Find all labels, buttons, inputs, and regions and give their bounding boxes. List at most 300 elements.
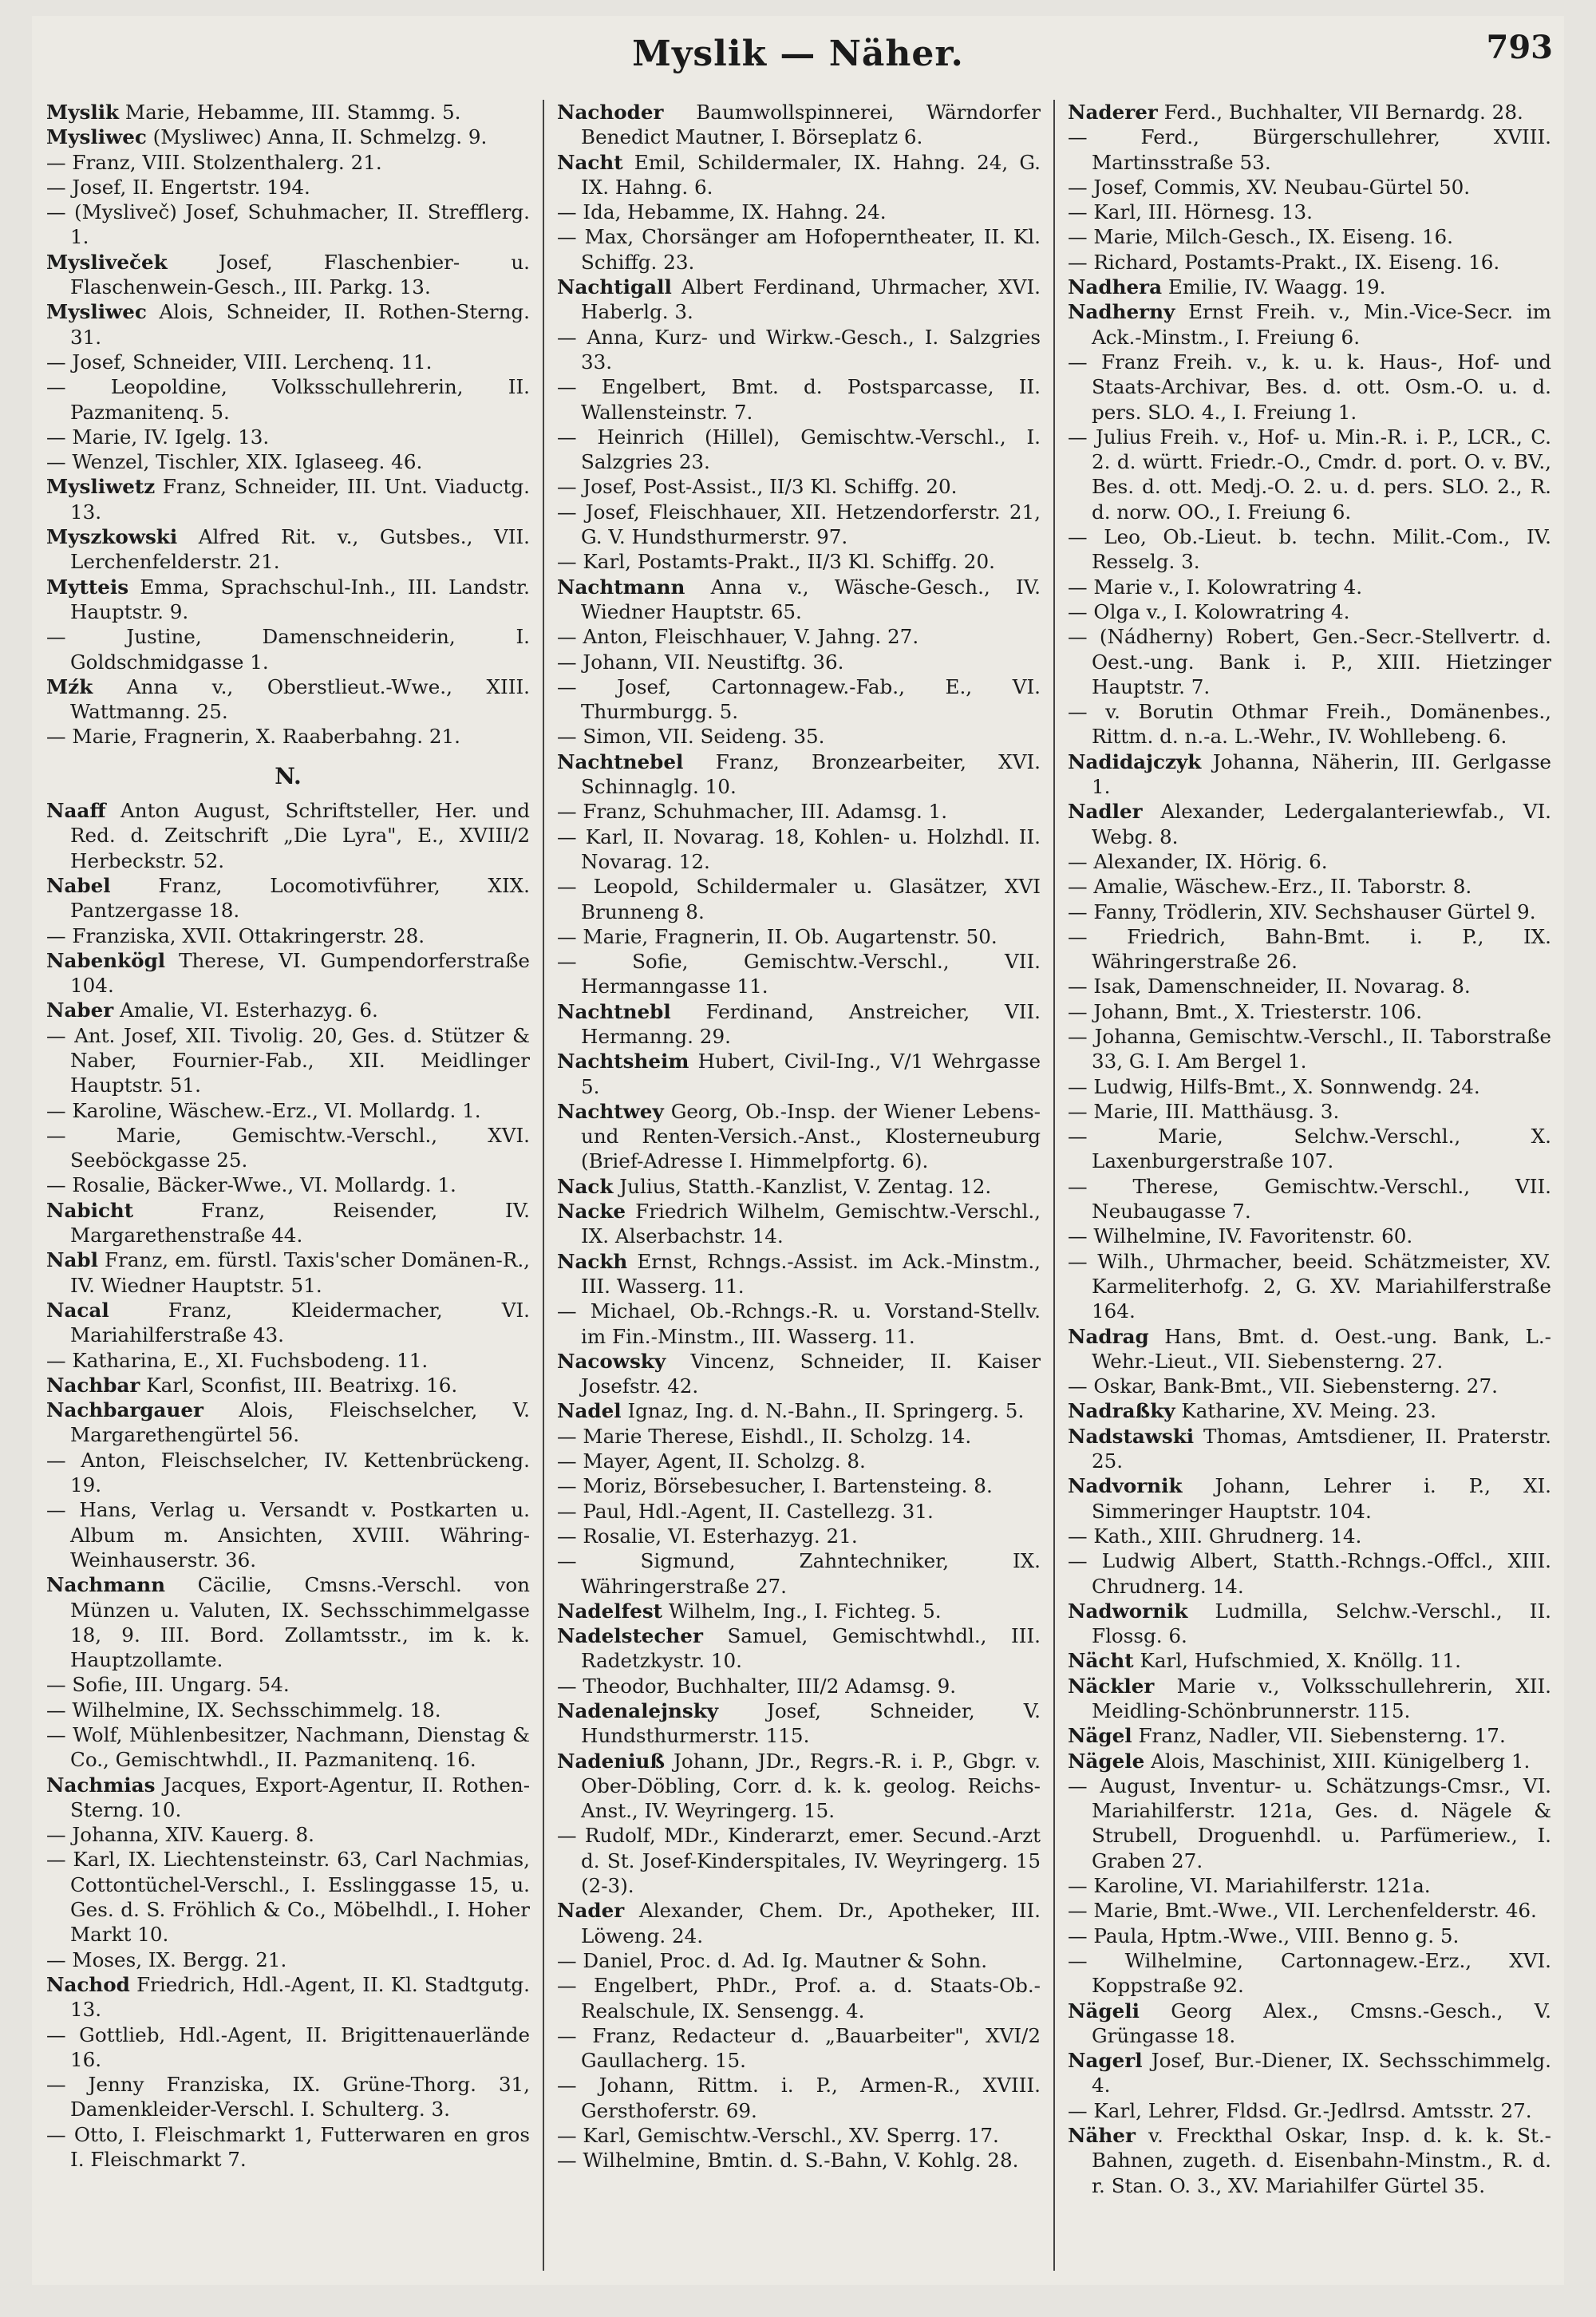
entry-details: — Heinrich (Hillel), Gemischtw.-Verschl., I. Salzgries 23.	[557, 425, 1041, 474]
entry-details: Johann, Lehrer i. P., XI. Simmeringer Hauptstr. 104.	[1092, 1474, 1551, 1523]
entry-details: — Moses, IX. Bergg. 21.	[46, 1947, 287, 1971]
entry-details: — Wilhelmine, IV. Favoritenstr. 60.	[1068, 1224, 1413, 1248]
entry-surname: Nacowsky	[557, 1349, 666, 1373]
directory-entry	[557, 425, 1041, 475]
directory-entry	[46, 2122, 530, 2173]
entry-details: — Sofie, Gemischtw.-Verschl., VII. Hermanngasse 11.	[557, 950, 1041, 998]
entry-surname: Nadstawski	[1068, 1424, 1195, 1448]
directory-entry	[46, 1123, 530, 1173]
directory-entry	[557, 949, 1041, 999]
entry-surname: Nadler	[1068, 800, 1143, 824]
entry-details: — Wilhelmine, Bmtin. d. S.-Bahn, V. Kohlg. 28.	[557, 2149, 1019, 2173]
entry-surname: Nadraßky	[1068, 1399, 1175, 1423]
directory-page	[32, 16, 1564, 2285]
directory-entry	[1068, 524, 1551, 575]
entry-details: — Rudolf, MDr., Kinderarzt, emer. Secund.-Arzt d. St. Josef-Kinderspitales, IV. Weyringerg. 15 (2-3).	[557, 1824, 1041, 1898]
directory-entry	[46, 1172, 530, 1197]
entry-details: — Olga v., I. Kolowratring 4.	[1068, 599, 1350, 623]
directory-entry	[46, 798, 530, 873]
directory-entry	[46, 923, 530, 948]
entry-surname: Nachtnebel	[557, 749, 684, 773]
directory-entry	[46, 299, 530, 350]
directory-entry	[46, 1722, 530, 1773]
directory-entry	[557, 1823, 1041, 1898]
entry-details: — Marie, Gemischtw.-Verschl., XVI. Seeböckgasse 25.	[46, 1123, 530, 1172]
entry-surname: Nabel	[46, 873, 111, 897]
directory-entry	[46, 1972, 530, 2022]
column-divider	[1053, 100, 1055, 2271]
directory-entry	[557, 500, 1041, 550]
column-1	[46, 100, 530, 2271]
directory-entry	[46, 175, 530, 200]
entry-details: — Karl, Postamts-Prakt., II/3 Kl. Schiffg. 20.	[557, 550, 995, 574]
entry-details: — Gottlieb, Hdl.-Agent, II. Brigittenauerlände 16.	[46, 2022, 530, 2071]
entry-details: — Anton, Fleischselcher, IV. Kettenbrückeng. 19.	[46, 1448, 530, 1497]
directory-entry	[557, 2023, 1041, 2074]
entry-details: — Sigmund, Zahntechniker, IX. Währingerstraße 27.	[557, 1549, 1041, 1598]
entry-details: — Wilhelmine, IX. Sechsschimmelg. 18.	[46, 1698, 441, 1722]
entry-surname: Nächt	[1068, 1649, 1134, 1673]
page-header	[32, 16, 1564, 88]
entry-surname: Mysliwec	[46, 125, 147, 149]
entry-details: Franz, Bronzearbeiter, XVI. Schinnaglg. 10.	[581, 749, 1041, 799]
entry-details: — Michael, Ob.-Rchngs.-R. u. Vorstand-Stellv. im Fin.-Minstm., III. Wasserg. 11.	[557, 1299, 1041, 1348]
entry-details: Anna v., Wäsche-Gesch., IV. Wiedner Hauptstr. 65.	[581, 575, 1041, 623]
directory-entry	[1068, 350, 1551, 425]
entry-details: — Justine, Damenschneiderin, I. Goldschmidgasse 1.	[46, 625, 530, 674]
directory-entry	[46, 575, 530, 625]
entry-details: — Ferd., Bürgerschullehrer, XVIII. Martinsstraße 53.	[1068, 125, 1551, 174]
directory-entry	[557, 799, 1041, 824]
directory-entry	[46, 1672, 530, 1697]
directory-entry	[557, 924, 1041, 949]
directory-entry	[1068, 100, 1551, 125]
directory-entry	[46, 125, 530, 149]
directory-entry	[557, 1174, 1041, 1199]
entry-details: — (Nádherny) Robert, Gen.-Secr.-Stellvertr. d. Oest.-ung. Bank i. P., XIII. Hietzinger Hauptstr. 7.	[1068, 625, 1551, 698]
directory-entry	[557, 824, 1041, 875]
entry-details: — Friedrich, Bahn-Bmt. i. P., IX. Währingerstraße 26.	[1068, 924, 1551, 974]
directory-entry	[46, 1023, 530, 1098]
directory-entry	[557, 1398, 1041, 1423]
entry-surname: Nachod	[46, 1972, 130, 1996]
entry-details: — Franziska, XVII. Ottakringerstr. 28.	[46, 923, 425, 947]
entry-details: Ignaz, Ing. d. N.-Bahn., II. Springerg. 5.	[627, 1399, 1025, 1423]
section-heading: N.	[275, 762, 302, 789]
entry-details: Karl, Hufschmied, X. Knöllg. 11.	[1140, 1649, 1461, 1673]
entry-details: Karl, Sconfist, III. Beatrixg. 16.	[146, 1373, 458, 1397]
directory-entry	[46, 2072, 530, 2122]
entry-details: — Anton, Fleischhauer, V. Jahng. 27.	[557, 625, 919, 649]
entry-surname: Nägeli	[1068, 1999, 1140, 2022]
directory-entry	[1068, 1648, 1551, 1673]
directory-entry	[1068, 1374, 1551, 1398]
directory-entry	[46, 1698, 530, 1722]
directory-entry	[46, 948, 530, 998]
entry-surname: Myslik	[46, 101, 120, 124]
directory-entry	[46, 1298, 530, 1348]
directory-entry	[557, 1749, 1041, 1824]
entry-details: — Oskar, Bank-Bmt., VII. Siebensterng. 27.	[1068, 1374, 1498, 1398]
entry-details: — Marie v., I. Kolowratring 4.	[1068, 575, 1363, 599]
directory-entry	[1068, 900, 1551, 924]
entry-surname: Nadvornik	[1068, 1474, 1183, 1498]
directory-entry	[46, 873, 530, 923]
entry-surname: Nachbargauer	[46, 1398, 203, 1422]
entry-details: Alois, Fleischselcher, V. Margarethengürtel 56.	[70, 1398, 530, 1447]
directory-entry	[1068, 1999, 1551, 2049]
entry-details: Friedrich, Hdl.-Agent, II. Kl. Stadtgutg. 13.	[70, 1972, 530, 2022]
entry-details: — (Mysliveč) Josef, Schuhmacher, II. Strefflerg. 1.	[46, 200, 530, 249]
column-3	[1068, 100, 1551, 2271]
entry-details: — Anna, Kurz- und Wirkw.-Gesch., I. Salzgries 33.	[557, 325, 1041, 374]
directory-entry	[1068, 224, 1551, 249]
entry-details: Julius, Statth.-Kanzlist, V. Zentag. 12.	[619, 1174, 992, 1198]
entry-details: Ludmilla, Selchw.-Verschl., II. Flossg. 6.	[1092, 1599, 1551, 1648]
entry-surname: Nachtmann	[557, 575, 685, 599]
entry-surname: Nadidajczyk	[1068, 749, 1202, 773]
entry-details: Anna v., Oberstlieut.-Wwe., XIII. Wattmanng. 25.	[70, 674, 530, 724]
entry-surname: Naaff	[46, 799, 106, 823]
entry-surname: Mytteis	[46, 575, 129, 599]
directory-entry	[46, 150, 530, 175]
entry-surname: Nackh	[557, 1249, 628, 1273]
directory-entry	[46, 674, 530, 725]
entry-details: — Hans, Verlag u. Versandt v. Postkarten u. Album m. Ansichten, XVIII. Währing-Weinhauserstr. 36.	[46, 1498, 530, 1572]
entry-details: — Karoline, VI. Mariahilferstr. 121a.	[1068, 1874, 1431, 1898]
directory-entry	[1068, 849, 1551, 874]
entry-details: — Leopoldine, Volksschullehrerin, II. Pazmanitenq. 5.	[46, 375, 530, 424]
entry-details: Friedrich Wilhelm, Gemischtw.-Verschl., IX. Alserbachstr. 14.	[581, 1200, 1041, 1248]
page-title: Myslik — Näher.	[632, 34, 964, 74]
entry-details: — Karl, Gemischtw.-Verschl., XV. Sperrg. 17.	[557, 2124, 999, 2148]
entry-surname: Nadeniuß	[557, 1749, 666, 1773]
directory-entry	[557, 1623, 1041, 1674]
entry-details: — Paula, Hptm.-Wwe., VIII. Benno g. 5.	[1068, 1924, 1460, 1947]
directory-entry	[557, 1449, 1041, 1473]
entry-surname: Mysliwec	[46, 300, 147, 324]
directory-entry	[1068, 2098, 1551, 2123]
directory-entry	[557, 549, 1041, 574]
column-2	[557, 100, 1041, 2271]
entry-surname: Nagerl	[1068, 2049, 1143, 2073]
directory-entry	[46, 250, 530, 300]
entry-surname: Nacke	[557, 1200, 626, 1224]
entry-details: — Karl, IX. Liechtensteinstr. 63, Carl Nachmias, Cottontüchel-Verschl., I. Esslinggasse 15, u. Ges. d. S. Fröhlich & Co., Möbelhdl., I. Hoher Markt 10.	[46, 1848, 530, 1947]
directory-entry	[1068, 799, 1551, 849]
entry-details: — Ludwig Albert, Statth.-Rchngs.-Offcl., XIII. Chrudnerg. 14.	[1068, 1549, 1551, 1598]
entry-details: — Fanny, Trödlerin, XIV. Sechshauser Gürtel 9.	[1068, 900, 1536, 923]
directory-entry	[557, 1524, 1041, 1548]
directory-entry	[1068, 125, 1551, 175]
directory-entry	[1068, 425, 1551, 524]
entry-details: Jacques, Export-Agentur, II. Rothen-Sterng. 10.	[70, 1773, 530, 1821]
directory-entry	[1068, 1473, 1551, 1524]
entry-surname: Mysliveček	[46, 250, 168, 274]
directory-entry	[557, 874, 1041, 924]
directory-entry	[46, 1448, 530, 1498]
entry-details: — Amalie, Wäschew.-Erz., II. Taborstr. 8.	[1068, 875, 1472, 899]
entry-details: — Leopold, Schildermaler u. Glasätzer, XVI Brunneng 8.	[557, 875, 1041, 923]
entry-details: — Leo, Ob.-Lieut. b. techn. Milit.-Com., IV. Resselg. 3.	[1068, 525, 1551, 574]
entry-details: Josef, Flaschenbier- u. Flaschenwein-Gesch., III. Parkg. 13.	[70, 250, 530, 299]
page-number: 793	[1486, 29, 1553, 66]
directory-entry	[557, 624, 1041, 649]
entry-surname: Nadelstecher	[557, 1624, 703, 1648]
directory-entry	[46, 1847, 530, 1947]
entry-details: Samuel, Gemischtwhdl., III. Radetzkystr. 10.	[581, 1624, 1041, 1673]
directory-entry	[1068, 1074, 1551, 1099]
entry-surname: Nachmann	[46, 1573, 165, 1597]
entry-details: — Moriz, Börsebesucher, I. Bartensteing. 8.	[557, 1474, 993, 1498]
directory-entry	[557, 1973, 1041, 2023]
entry-details: — Jenny Franziska, IX. Grüne-Thorg. 31, Damenkleider-Verschl. I. Schulterg. 3.	[46, 2073, 530, 2121]
entry-details: — Josef, Post-Assist., II/3 Kl. Schiffg. 20.	[557, 475, 958, 499]
entry-details: Georg Alex., Cmsns.-Gesch., V. Grüngasse 18.	[1092, 1999, 1551, 2047]
entry-details: Josef, Schneider, V. Hundsthurmerstr. 115.	[581, 1699, 1041, 1748]
directory-entry	[1068, 1249, 1551, 1324]
directory-entry	[46, 1398, 530, 1448]
entry-details: Franz, em. fürstl. Taxis'scher Domänen-R., IV. Wiedner Hauptstr. 51.	[70, 1248, 530, 1297]
directory-entry	[557, 474, 1041, 499]
entry-details: — Marie, III. Matthäusg. 3.	[1068, 1099, 1340, 1123]
entry-details: — Marie Therese, Eishdl., II. Scholzg. 14.	[557, 1424, 972, 1448]
entry-surname: Nachtigall	[557, 275, 672, 299]
entry-details: — Josef, Commis, XV. Neubau-Gürtel 50.	[1068, 175, 1471, 199]
entry-surname: Nachbar	[46, 1373, 140, 1397]
entry-details: Ferdinand, Anstreicher, VII. Hermanng. 29.	[581, 999, 1041, 1048]
directory-entry	[557, 100, 1041, 150]
directory-entry	[1068, 200, 1551, 224]
directory-entry	[557, 575, 1041, 625]
directory-entry	[557, 1548, 1041, 1599]
directory-entry	[557, 724, 1041, 749]
directory-entry	[557, 275, 1041, 325]
entry-details: Therese, VI. Gumpendorferstraße 104.	[70, 948, 530, 998]
directory-entry	[1068, 874, 1551, 899]
entry-details: — Josef, Fleischhauer, XII. Hetzendorferstr. 21, G. V. Hundsthurmerstr. 97.	[557, 500, 1041, 549]
entry-details: — Franz, VIII. Stolzenthalerg. 21.	[46, 150, 382, 174]
directory-entry	[557, 200, 1041, 224]
entry-details: — Engelbert, Bmt. d. Postsparcasse, II. Wallensteinstr. 7.	[557, 375, 1041, 424]
directory-entry	[1068, 999, 1551, 1024]
entry-details: — Rosalie, Bäcker-Wwe., VI. Mollardg. 1.	[46, 1173, 456, 1197]
directory-entry	[1068, 275, 1551, 299]
entry-details: — Marie, Bmt.-Wwe., VII. Lerchenfelderstr. 46.	[1068, 1899, 1537, 1923]
directory-entry	[1068, 1224, 1551, 1248]
directory-entry	[46, 624, 530, 674]
entry-details: — Wenzel, Tischler, XIX. Iglaseeg. 46.	[46, 450, 423, 474]
directory-entry	[557, 325, 1041, 375]
directory-entry	[46, 374, 530, 425]
entry-details: — Franz, Redacteur d. „Bauarbeiter", XVI/2 Gaullacherg. 15.	[557, 2023, 1041, 2073]
entry-surname: Myszkowski	[46, 525, 178, 549]
directory-entry	[1068, 1599, 1551, 1649]
entry-details: — Wilh., Uhrmacher, beeid. Schätzmeister, XV. Karmeliterhofg. 2, G. XV. Mariahilferstraße 164.	[1068, 1249, 1551, 1323]
entry-details: Amalie, VI. Esterhazyg. 6.	[120, 998, 378, 1022]
directory-entry	[1068, 1773, 1551, 1873]
entry-details: (Mysliwec) Anna, II. Schmelzg. 9.	[152, 125, 488, 149]
entry-details: Cäcilie, Cmsns.-Verschl. von Münzen u. Valuten, IX. Sechsschimmelgasse 18, 9. III. Bord. Zollamtsstr., im k. k. Hauptzollamte.	[70, 1573, 530, 1672]
directory-entry	[46, 724, 530, 749]
directory-entry	[46, 1497, 530, 1572]
entry-details: Anton August, Schriftsteller, Her. und Red. d. Zeitschrift „Die Lyra", E., XVIII/2 Herbeckstr. 52.	[70, 799, 530, 872]
entry-surname: Nabl	[46, 1248, 98, 1272]
directory-entry	[46, 449, 530, 474]
directory-entry	[557, 2148, 1041, 2173]
entry-details: Ferd., Buchhalter, VII Bernardg. 28.	[1163, 101, 1523, 124]
entry-details: Hans, Bmt. d. Oest.-ung. Bank, L.-Wehr.-Lieut., VII. Siebensterng. 27.	[1092, 1324, 1551, 1373]
directory-entry	[46, 1373, 530, 1398]
entry-details: — August, Inventur- u. Schätzungs-Cmsr., VI. Mariahilferstr. 121a, Ges. d. Nägele & Strubell, Droguenhdl. u. Parfümeriew., I. Graben 27.	[1068, 1773, 1551, 1872]
entry-details: Franz, Locomotivführer, XIX. Pantzergasse 18.	[70, 873, 530, 923]
entry-details: Albert Ferdinand, Uhrmacher, XVI. Haberlg. 3.	[581, 275, 1041, 324]
directory-entry	[557, 150, 1041, 200]
entry-details: — Wilhelmine, Cartonnagew.-Erz., XVI. Koppstraße 92.	[1068, 1948, 1551, 1998]
entry-details: Emil, Schildermaler, IX. Hahng. 24, G. IX. Hahng. 6.	[581, 150, 1041, 199]
directory-entry	[46, 1348, 530, 1373]
directory-entry	[557, 1049, 1041, 1099]
directory-entry	[1068, 575, 1551, 599]
directory-entry	[557, 1349, 1041, 1399]
directory-entry	[1068, 1024, 1551, 1074]
entry-details: — Karl, III. Hörnesg. 13.	[1068, 200, 1314, 224]
entry-details: — Johann, Bmt., X. Triesterstr. 106.	[1068, 999, 1423, 1023]
directory-entry	[557, 2073, 1041, 2123]
directory-entry	[557, 1599, 1041, 1623]
entry-details: — Rosalie, VI. Esterhazyg. 21.	[557, 1524, 858, 1548]
entry-surname: Nägele	[1068, 1749, 1145, 1773]
entry-details: Wilhelm, Ing., I. Fichteg. 5.	[668, 1599, 942, 1623]
directory-entry	[1068, 974, 1551, 998]
entry-details: Alexander, Chem. Dr., Apotheker, III. Löweng. 24.	[581, 1899, 1041, 1947]
directory-entry	[557, 1698, 1041, 1749]
entry-details: — Franz Freih. v., k. u. k. Haus-, Hof- und Staats-Archivar, Bes. d. ott. Osm.-O. u. d. pers. SLO. 4., I. Freiung 1.	[1068, 350, 1551, 424]
entry-surname: Nachoder	[557, 101, 664, 124]
directory-entry	[1068, 1524, 1551, 1548]
entry-surname: Nacal	[46, 1298, 109, 1322]
entry-details: — Otto, I. Fleischmarkt 1, Futterwaren en gros I. Fleischmarkt 7.	[46, 2122, 530, 2172]
entry-details: — Ida, Hebamme, IX. Hahng. 24.	[557, 200, 887, 224]
entry-details: — Josef, II. Engertstr. 194.	[46, 175, 310, 199]
directory-entry	[1068, 749, 1551, 800]
directory-entry	[557, 999, 1041, 1050]
directory-entry	[1068, 1924, 1551, 1948]
entry-details: Alfred Rit. v., Gutsbes., VII. Lerchenfelderstr. 21.	[70, 525, 530, 574]
entry-details: Emilie, IV. Waagg. 19.	[1167, 275, 1386, 299]
entry-surname: Naber	[46, 998, 114, 1022]
directory-entry	[46, 425, 530, 449]
entry-details: Marie v., Volksschullehrerin, XII. Meidling-Schönbrunnerstr. 115.	[1092, 1674, 1551, 1722]
entry-surname: Nadwornik	[1068, 1599, 1188, 1623]
entry-surname: Nadrag	[1068, 1324, 1149, 1348]
entry-details: Franz, Reisender, IV. Margarethenstraße 44.	[70, 1198, 530, 1247]
directory-entry	[1068, 624, 1551, 699]
entry-surname: Nachtsheim	[557, 1050, 689, 1073]
directory-entry	[1068, 1424, 1551, 1474]
directory-entry	[46, 474, 530, 524]
entry-surname: Nacht	[557, 150, 623, 174]
directory-entry	[557, 650, 1041, 674]
entry-details: — Therese, Gemischtw.-Verschl., VII. Neubaugasse 7.	[1068, 1174, 1551, 1224]
directory-entry	[557, 1499, 1041, 1524]
entry-details: — Wolf, Mühlenbesitzer, Nachmann, Dienstag & Co., Gemischtwhdl., II. Pazmanitenq. 16.	[46, 1723, 530, 1772]
directory-entry	[1068, 2123, 1551, 2198]
entry-surname: Mźk	[46, 674, 93, 698]
directory-entry	[557, 1473, 1041, 1498]
directory-entry	[1068, 250, 1551, 275]
entry-details: Alois, Schneider, II. Rothen-Sterng. 31.	[70, 300, 530, 349]
directory-entry	[557, 1199, 1041, 1249]
directory-entry	[46, 2022, 530, 2073]
entry-details: — Johanna, Gemischtw.-Verschl., II. Taborstraße 33, G. I. Am Bergel 1.	[1068, 1024, 1551, 1073]
directory-entry	[46, 1098, 530, 1123]
entry-details: — Karl, Lehrer, Fldsd. Gr.-Jedlrsd. Amtsstr. 27.	[1068, 2098, 1532, 2122]
entry-details: — v. Borutin Othmar Freih., Domänenbes., Rittm. d. n.-a. L.-Wehr., IV. Wohllebeng. 6.	[1068, 700, 1551, 749]
directory-entry	[557, 1898, 1041, 1948]
directory-entry	[46, 1247, 530, 1298]
entry-surname: Naderer	[1068, 101, 1158, 124]
entry-details: Alexander, Ledergalanteriewfab., VI. Webg. 8.	[1092, 800, 1551, 848]
entry-details: Marie, Hebamme, III. Stammg. 5.	[124, 101, 461, 124]
directory-entry	[1068, 1174, 1551, 1224]
directory-entry	[557, 1948, 1041, 1973]
entry-surname: Nadhera	[1068, 275, 1163, 299]
entry-details: Josef, Bur.-Diener, IX. Sechsschimmelg. 4.	[1092, 2049, 1551, 2098]
directory-entry	[1068, 1398, 1551, 1423]
entry-details: Franz, Schneider, III. Unt. Viaductg. 13.	[70, 475, 530, 524]
entry-surname: Nack	[557, 1174, 614, 1198]
entry-details: Emma, Sprachschul-Inh., III. Landstr. Hauptstr. 9.	[70, 575, 530, 623]
directory-entry	[1068, 1099, 1551, 1124]
entry-details: — Franz, Schuhmacher, III. Adamsg. 1.	[557, 800, 948, 824]
entry-details: — Marie, IV. Igelg. 13.	[46, 425, 270, 449]
entry-details: Georg, Ob.-Insp. der Wiener Lebens- und Renten-Versich.-Anst., Klosterneuburg (Brief-Adresse I. Himmelpfortg. 6).	[581, 1099, 1041, 1173]
directory-entry	[46, 524, 530, 575]
entry-details: — Marie, Milch-Gesch., IX. Eiseng. 16.	[1068, 225, 1453, 249]
entry-details: — Johann, Rittm. i. P., Armen-R., XVIII. Gersthoferstr. 69.	[557, 2074, 1041, 2122]
entry-details: — Simon, VII. Seideng. 35.	[557, 725, 825, 749]
entry-surname: Nabicht	[46, 1198, 134, 1222]
directory-entry	[557, 1249, 1041, 1299]
entry-details: — Josef, Schneider, VIII. Lerchenq. 11.	[46, 350, 433, 374]
entry-details: — Kath., XIII. Ghrudnerg. 14.	[1068, 1524, 1362, 1548]
directory-entry	[46, 1773, 530, 1823]
entry-details: Johann, JDr., Regrs.-R. i. P., Gbgr. v. Ober-Döbling, Corr. d. k. k. geolog. Reichs-Anst., IV. Weyringerg. 15.	[581, 1749, 1041, 1823]
directory-entry	[557, 374, 1041, 425]
directory-entry	[1068, 1324, 1551, 1374]
entry-details: Vincenz, Schneider, II. Kaiser Josefstr. 42.	[581, 1349, 1041, 1398]
directory-entry	[46, 1822, 530, 1847]
entry-details: Johanna, Näherin, III. Gerlgasse 1.	[1092, 749, 1551, 799]
directory-entry	[1068, 175, 1551, 200]
entry-details: — Max, Chorsänger am Hofoperntheater, II. Kl. Schiffg. 23.	[557, 225, 1041, 274]
entry-details: — Josef, Cartonnagew.-Fab., E., VI. Thurmburgg. 5.	[557, 674, 1041, 724]
entry-surname: Nachtwey	[557, 1099, 664, 1123]
entry-details: — Katharina, E., XI. Fuchsbodeng. 11.	[46, 1348, 429, 1372]
directory-entry	[1068, 1873, 1551, 1898]
column-divider	[543, 100, 544, 2271]
directory-entry	[1068, 924, 1551, 975]
directory-entry	[1068, 299, 1551, 350]
directory-entry	[557, 1424, 1041, 1449]
entry-surname: Näher	[1068, 2124, 1136, 2148]
entry-details: — Johanna, XIV. Kauerg. 8.	[46, 1823, 314, 1847]
entry-details: — Daniel, Proc. d. Ad. Ig. Mautner & Sohn.	[557, 1948, 988, 1972]
directory-entry	[557, 1299, 1041, 1349]
directory-entry	[557, 224, 1041, 275]
directory-entry	[1068, 1898, 1551, 1923]
